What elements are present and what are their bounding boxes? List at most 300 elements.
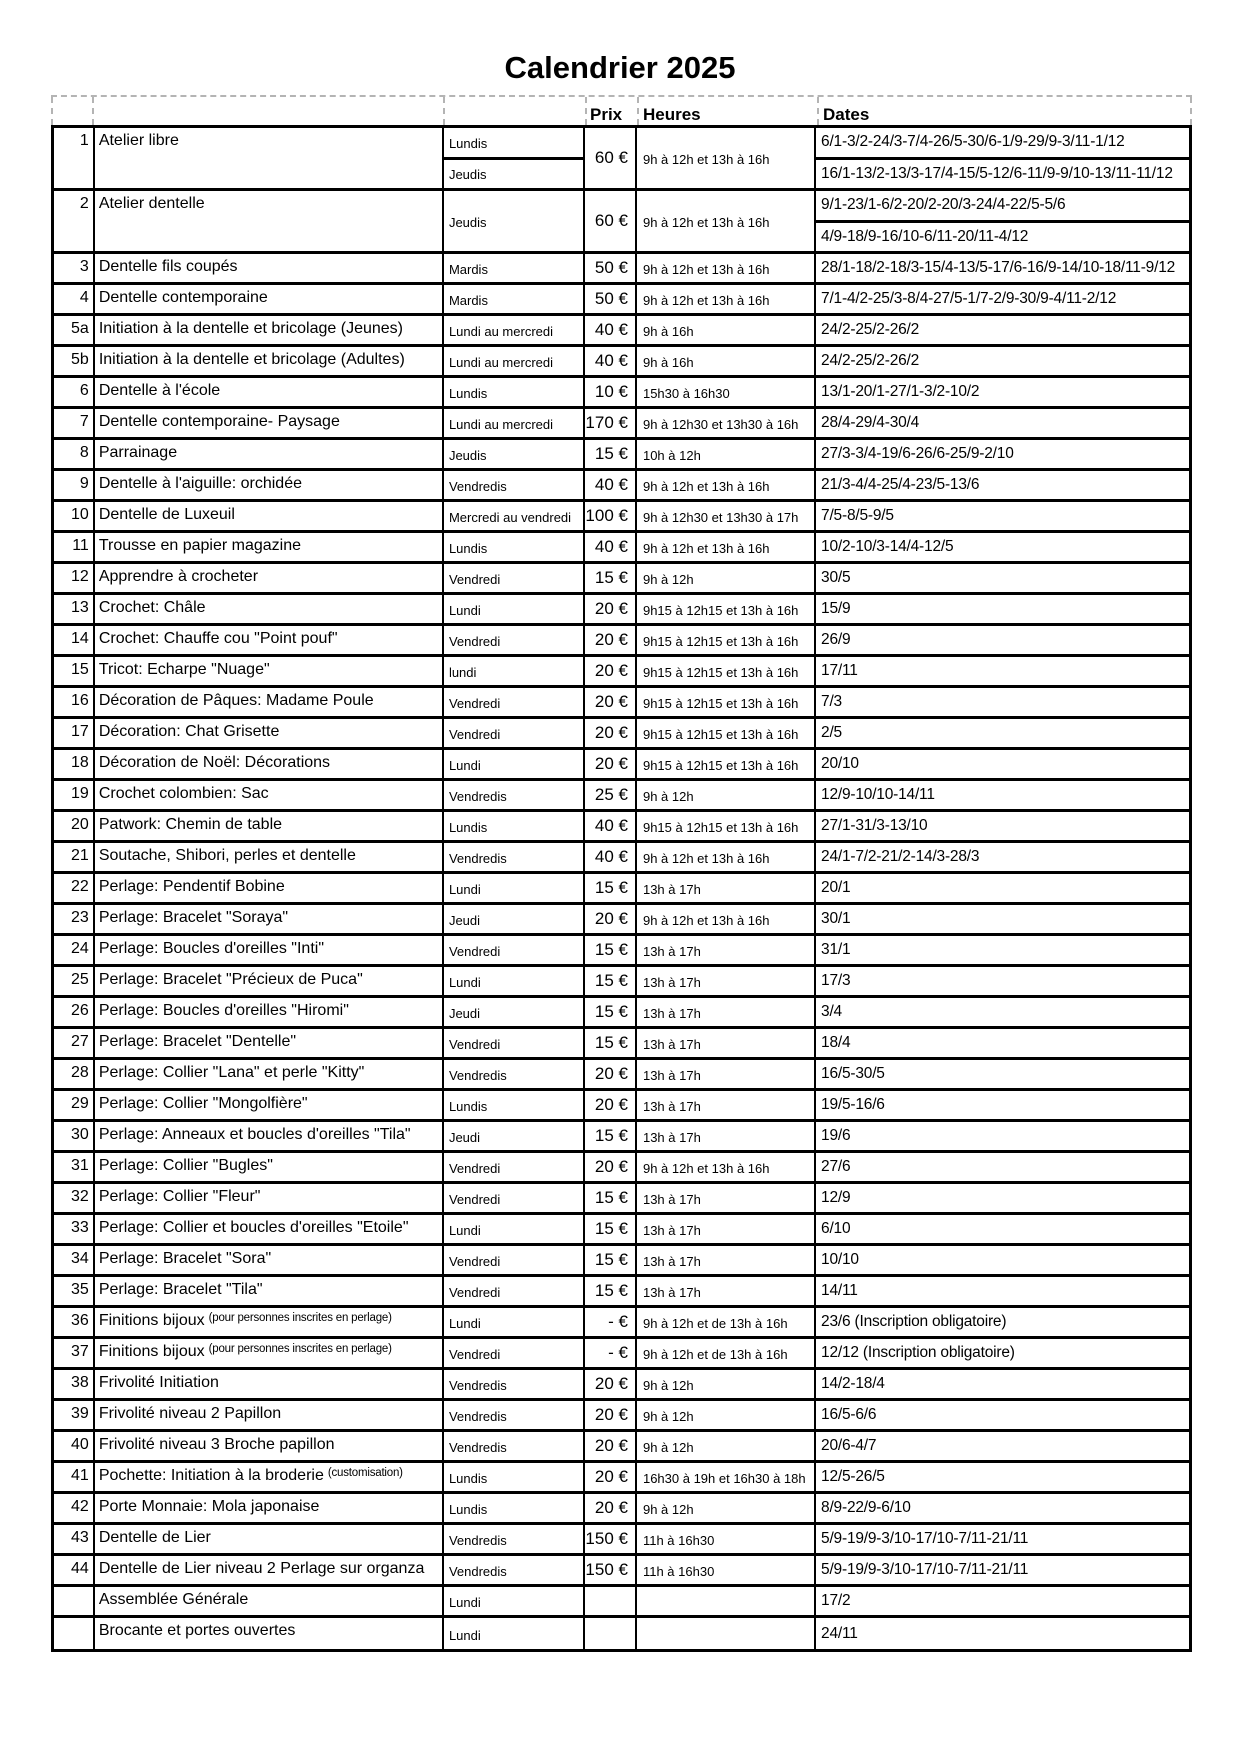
- table-row: [54, 409, 1189, 440]
- price-cell: 20 €: [585, 750, 637, 778]
- day-cell: Lundi au mercredi: [444, 409, 585, 437]
- activity-label: Initiation à la dentelle et bricolage (Adultes): [98, 351, 405, 368]
- table-header: [51, 95, 1192, 125]
- day-cell: Mercredi au vendredi: [444, 502, 585, 530]
- row-number-cell: 14: [54, 626, 95, 654]
- activity-label: Frivolité niveau 3 Broche papillon: [98, 1436, 335, 1453]
- day-cell: Vendredi: [444, 1339, 585, 1367]
- row-number-cell: 11: [54, 533, 95, 561]
- dates-cell: [816, 128, 1189, 188]
- dates-cell: 24/11: [821, 1624, 858, 1642]
- activity-label: Patwork: Chemin de table: [98, 816, 283, 833]
- table-row: [54, 1246, 1189, 1277]
- price-cell: 15 €: [585, 874, 637, 902]
- price-cell: 20 €: [585, 1091, 637, 1119]
- activity-cell: [95, 316, 444, 344]
- hours-cell: 13h à 17h: [637, 936, 816, 964]
- activity-cell: [95, 1246, 444, 1274]
- activity-label: Perlage: Bracelet "Soraya": [98, 909, 289, 926]
- table-row: [54, 998, 1189, 1029]
- price-cell: 170 €: [585, 409, 637, 437]
- header-grid-tick: [51, 97, 53, 125]
- day-cell: Lundis: [444, 1091, 585, 1119]
- price-cell: 25 €: [585, 781, 637, 809]
- price-cell: 40 €: [585, 533, 637, 561]
- table-row: [54, 1556, 1189, 1587]
- hours-cell: 13h à 17h: [637, 1277, 816, 1305]
- activity-label: Perlage: Bracelet "Tila": [98, 1281, 263, 1298]
- price-cell: 40 €: [585, 316, 637, 344]
- table-row: [54, 1029, 1189, 1060]
- day-cell: Vendredi: [444, 719, 585, 747]
- dates-cell: 17/3: [821, 972, 851, 989]
- activity-label: Dentelle de Lier: [98, 1529, 211, 1546]
- day-cell: Jeudi: [444, 905, 585, 933]
- price-cell: [585, 1587, 637, 1615]
- activity-cell: [95, 657, 444, 685]
- day-cell: Lundi: [444, 1587, 585, 1615]
- day-cell: Vendredis: [444, 471, 585, 499]
- row-number-cell: 22: [54, 874, 95, 902]
- day-cell: Mardis: [444, 285, 585, 313]
- dates-cell: 27/6: [821, 1158, 851, 1175]
- row-number-cell: 43: [54, 1525, 95, 1553]
- activity-cell: [95, 1308, 444, 1336]
- hours-cell: 9h à 12h: [637, 1432, 816, 1460]
- table-row: [54, 1525, 1189, 1556]
- header-grid-tick: [1190, 97, 1192, 125]
- price-cell: 20 €: [585, 1401, 637, 1429]
- row-number-cell: [54, 1618, 95, 1649]
- row-number-cell: 36: [54, 1308, 95, 1336]
- row-number-cell: 18: [54, 750, 95, 778]
- activity-label: Finitions bijoux: [98, 1343, 205, 1360]
- activity-cell: [95, 1525, 444, 1553]
- row-number-cell: 38: [54, 1370, 95, 1398]
- price-cell: 40 €: [585, 471, 637, 499]
- hours-cell: 13h à 17h: [637, 1215, 816, 1243]
- activity-cell: [95, 471, 444, 499]
- dates-cell: 12/9: [821, 1189, 851, 1206]
- activity-label: Dentelle contemporaine: [98, 289, 268, 306]
- table-row: [54, 936, 1189, 967]
- day-cell: Lundi: [444, 1618, 585, 1649]
- dates-cell: 28/4-29/4-30/4: [821, 414, 920, 431]
- activity-note: (pour personnes inscrites en perlage): [208, 1312, 392, 1324]
- dates-label: 6/1-3/2-24/3-7/4-26/5-30/6-1/9-29/9-3/11-1/12: [816, 128, 1189, 160]
- price-cell: 20 €: [585, 1432, 637, 1460]
- price-cell: 40 €: [585, 843, 637, 871]
- dates-cell: 17/11: [821, 662, 858, 679]
- price-cell: - €: [585, 1308, 637, 1336]
- calendar-table-body: [51, 125, 1192, 1652]
- table-row: [54, 719, 1189, 750]
- row-number-cell: 23: [54, 905, 95, 933]
- row-number-cell: 35: [54, 1277, 95, 1305]
- dates-cell: 6/10: [821, 1220, 851, 1237]
- table-row: [54, 905, 1189, 936]
- hours-cell: 16h30 à 19h et 16h30 à 18h: [637, 1463, 816, 1491]
- table-row: [54, 967, 1189, 998]
- activity-note: (customisation): [327, 1467, 403, 1479]
- dates-cell: 5/9-19/9-3/10-17/10-7/11-21/11: [821, 1561, 1029, 1578]
- table-row: [54, 1618, 1189, 1649]
- price-cell: 20 €: [585, 719, 637, 747]
- activity-label: Perlage: Bracelet "Dentelle": [98, 1033, 297, 1050]
- row-number-cell: 5b: [54, 347, 95, 375]
- day-cell: Lundi: [444, 967, 585, 995]
- activity-cell: [95, 1060, 444, 1088]
- dates-cell: 30/5: [821, 569, 851, 586]
- activity-label: Initiation à la dentelle et bricolage (Jeunes): [98, 320, 403, 337]
- hours-cell: 9h15 à 12h15 et 13h à 16h: [637, 657, 816, 685]
- activity-cell: [95, 128, 444, 188]
- column-header-heures: Heures: [643, 105, 701, 124]
- day-cell: Vendredi: [444, 626, 585, 654]
- table-row: [54, 440, 1189, 471]
- row-number-cell: 7: [54, 409, 95, 437]
- day-cell: Mardis: [444, 254, 585, 282]
- dates-cell: 14/2-18/4: [821, 1375, 885, 1392]
- dates-cell: [816, 191, 1189, 251]
- table-row: [54, 378, 1189, 409]
- header-grid-tick: [585, 97, 587, 125]
- dates-cell: 19/6: [821, 1127, 851, 1144]
- hours-cell: 13h à 17h: [637, 1060, 816, 1088]
- table-row: [54, 533, 1189, 564]
- activity-cell: [95, 440, 444, 468]
- row-number-cell: 40: [54, 1432, 95, 1460]
- price-cell: 15 €: [585, 1122, 637, 1150]
- activity-cell: [95, 285, 444, 313]
- day-cell: lundi: [444, 657, 585, 685]
- activity-label: Dentelle de Luxeuil: [98, 506, 235, 523]
- activity-cell: [95, 1215, 444, 1243]
- activity-cell: [95, 1153, 444, 1181]
- table-row: [54, 128, 1189, 191]
- activity-cell: [95, 378, 444, 406]
- price-cell: 20 €: [585, 1370, 637, 1398]
- price-cell: 15 €: [585, 440, 637, 468]
- price-cell: 15 €: [585, 1215, 637, 1243]
- hours-cell: 9h à 12h: [637, 1401, 816, 1429]
- header-grid-tick: [92, 97, 94, 125]
- day-cell: Jeudi: [444, 998, 585, 1026]
- row-number-cell: 24: [54, 936, 95, 964]
- activity-cell: [95, 564, 444, 592]
- price-cell: 60 €: [585, 191, 637, 251]
- table-row: [54, 254, 1189, 285]
- dates-cell: 5/9-19/9-3/10-17/10-7/11-21/11: [821, 1530, 1029, 1547]
- activity-cell: [95, 812, 444, 840]
- activity-label: Dentelle contemporaine- Paysage: [98, 413, 340, 430]
- activity-cell: [95, 502, 444, 530]
- dates-cell: 19/5-16/6: [821, 1096, 885, 1113]
- activity-label: Brocante et portes ouvertes: [98, 1622, 296, 1639]
- hours-cell: 13h à 17h: [637, 874, 816, 902]
- table-row: [54, 1153, 1189, 1184]
- activity-cell: [95, 1277, 444, 1305]
- dates-cell: 24/1-7/2-21/2-14/3-28/3: [821, 848, 980, 865]
- dates-cell: 7/5-8/5-9/5: [821, 507, 894, 524]
- row-number-cell: 26: [54, 998, 95, 1026]
- activity-label: Pochette: Initiation à la broderie: [98, 1467, 324, 1484]
- row-number-cell: 20: [54, 812, 95, 840]
- dates-cell: 30/1: [821, 910, 851, 927]
- dates-cell: 10/10: [821, 1251, 859, 1268]
- table-row: [54, 812, 1189, 843]
- day-cell: Lundi: [444, 595, 585, 623]
- dates-cell: 15/9: [821, 600, 851, 617]
- row-number-cell: 33: [54, 1215, 95, 1243]
- day-cell: Vendredi: [444, 688, 585, 716]
- day-cell: Lundi: [444, 1215, 585, 1243]
- hours-cell: [637, 1587, 816, 1615]
- activity-cell: [95, 595, 444, 623]
- dates-cell: 13/1-20/1-27/1-3/2-10/2: [821, 383, 980, 400]
- dates-cell: 24/2-25/2-26/2: [821, 321, 920, 338]
- price-cell: 10 €: [585, 378, 637, 406]
- dates-cell: 16/5-6/6: [821, 1406, 877, 1423]
- hours-cell: 13h à 17h: [637, 1091, 816, 1119]
- dates-cell: 18/4: [821, 1034, 851, 1051]
- activity-label: Perlage: Collier "Mongolfière": [98, 1095, 308, 1112]
- activity-label: Perlage: Collier "Fleur": [98, 1188, 261, 1205]
- table-row: [54, 843, 1189, 874]
- row-number-cell: 42: [54, 1494, 95, 1522]
- price-cell: 100 €: [585, 502, 637, 530]
- hours-cell: 9h à 12h et 13h à 16h: [637, 254, 816, 282]
- dates-cell: 14/11: [821, 1282, 858, 1299]
- activity-label: Crochet colombien: Sac: [98, 785, 269, 802]
- day-cell: Lundi: [444, 1308, 585, 1336]
- hours-cell: 9h à 12h30 et 13h30 à 16h: [637, 409, 816, 437]
- dates-label: 9/1-23/1-6/2-20/2-20/3-24/4-22/5-5/6: [816, 191, 1189, 223]
- dates-label: 16/1-13/2-13/3-17/4-15/5-12/6-11/9-9/10-13/11-11/12: [821, 164, 1173, 182]
- row-number-cell: 21: [54, 843, 95, 871]
- page-title: Calendrier 2025: [504, 50, 736, 85]
- row-number-cell: [54, 1587, 95, 1615]
- day-cell: Vendredis: [444, 781, 585, 809]
- activity-cell: [95, 626, 444, 654]
- hours-cell: 9h à 16h: [637, 347, 816, 375]
- row-number-cell: 19: [54, 781, 95, 809]
- day-cell: [444, 128, 585, 188]
- activity-label: Perlage: Collier "Bugles": [98, 1157, 273, 1174]
- table-row: [54, 1494, 1189, 1525]
- hours-cell: 9h15 à 12h15 et 13h à 16h: [637, 595, 816, 623]
- activity-cell: [95, 1556, 444, 1584]
- day-cell: Lundis: [444, 378, 585, 406]
- table-row: [54, 347, 1189, 378]
- dates-cell: 7/1-4/2-25/3-8/4-27/5-1/7-2/9-30/9-4/11-2/12: [821, 290, 1117, 307]
- activity-label: Porte Monnaie: Mola japonaise: [98, 1498, 320, 1515]
- table-row: [54, 316, 1189, 347]
- table-row: [54, 1308, 1189, 1339]
- price-cell: 20 €: [585, 595, 637, 623]
- dates-cell: 2/5: [821, 724, 842, 741]
- hours-cell: 13h à 17h: [637, 998, 816, 1026]
- activity-label: Soutache, Shibori, perles et dentelle: [98, 847, 356, 864]
- header-grid-tick: [637, 97, 639, 125]
- price-cell: 15 €: [585, 967, 637, 995]
- activity-cell: [95, 967, 444, 995]
- dates-cell: 24/2-25/2-26/2: [821, 352, 920, 369]
- dates-cell: 7/3: [821, 693, 842, 710]
- row-number-cell: 8: [54, 440, 95, 468]
- activity-label: Perlage: Bracelet "Précieux de Puca": [98, 971, 363, 988]
- activity-cell: [95, 1184, 444, 1212]
- day-cell: Vendredi: [444, 564, 585, 592]
- activity-label: Apprendre à crocheter: [98, 568, 259, 585]
- price-cell: 20 €: [585, 1494, 637, 1522]
- header-grid-tick: [443, 97, 445, 125]
- activity-label: Décoration de Pâques: Madame Poule: [98, 692, 374, 709]
- price-cell: 20 €: [585, 905, 637, 933]
- dates-cell: 20/6-4/7: [821, 1437, 877, 1454]
- day-cell: Lundi au mercredi: [444, 347, 585, 375]
- row-number-cell: 37: [54, 1339, 95, 1367]
- hours-cell: 9h à 12h: [637, 1370, 816, 1398]
- dates-cell: 20/1: [821, 879, 851, 896]
- hours-cell: 9h15 à 12h15 et 13h à 16h: [637, 688, 816, 716]
- day-cell: Lundi au mercredi: [444, 316, 585, 344]
- row-number-cell: 5a: [54, 316, 95, 344]
- price-cell: 15 €: [585, 1029, 637, 1057]
- row-number-cell: 13: [54, 595, 95, 623]
- activity-label: Finitions bijoux: [98, 1312, 205, 1329]
- day-cell: Vendredi: [444, 1029, 585, 1057]
- dates-cell: 27/1-31/3-13/10: [821, 817, 928, 834]
- dates-cell: 12/12 (Inscription obligatoire): [821, 1344, 1015, 1361]
- activity-label: Dentelle fils coupés: [98, 258, 238, 275]
- activity-label: Atelier dentelle: [98, 195, 205, 212]
- activity-cell: [95, 905, 444, 933]
- table-row: [54, 626, 1189, 657]
- activity-label: Tricot: Echarpe "Nuage": [98, 661, 270, 678]
- table-row: [54, 1215, 1189, 1246]
- row-number-cell: 44: [54, 1556, 95, 1584]
- price-cell: 15 €: [585, 1184, 637, 1212]
- hours-cell: 13h à 17h: [637, 1029, 816, 1057]
- activity-cell: [95, 1401, 444, 1429]
- activity-cell: [95, 998, 444, 1026]
- price-cell: 20 €: [585, 688, 637, 716]
- day-cell: Lundi: [444, 750, 585, 778]
- row-number-cell: 15: [54, 657, 95, 685]
- row-number-cell: 9: [54, 471, 95, 499]
- row-number-cell: 2: [54, 191, 95, 251]
- row-number-cell: 10: [54, 502, 95, 530]
- activity-label: Perlage: Pendentif Bobine: [98, 878, 285, 895]
- dates-cell: 28/1-18/2-18/3-15/4-13/5-17/6-16/9-14/10-18/11-9/12: [821, 259, 1176, 276]
- activity-label: Crochet: Chauffe cou "Point pouf": [98, 630, 338, 647]
- hours-cell: 9h15 à 12h15 et 13h à 16h: [637, 719, 816, 747]
- row-number-cell: 25: [54, 967, 95, 995]
- activity-cell: [95, 1618, 444, 1649]
- hours-cell: 13h à 17h: [637, 1122, 816, 1150]
- hours-cell: 11h à 16h30: [637, 1525, 816, 1553]
- activity-cell: [95, 1432, 444, 1460]
- hours-cell: 9h à 12h et 13h à 16h: [637, 1153, 816, 1181]
- day-cell: Vendredis: [444, 1432, 585, 1460]
- activity-cell: [95, 781, 444, 809]
- hours-cell: 9h à 12h et de 13h à 16h: [637, 1308, 816, 1336]
- day-label: Jeudis: [448, 167, 487, 183]
- hours-cell: 13h à 17h: [637, 1246, 816, 1274]
- hours-cell: 9h à 12h: [637, 781, 816, 809]
- row-number-cell: 3: [54, 254, 95, 282]
- table-row: [54, 1277, 1189, 1308]
- activity-note: (pour personnes inscrites en perlage): [208, 1343, 392, 1355]
- day-label: Lundis: [444, 128, 583, 160]
- table-row: [54, 750, 1189, 781]
- table-row: [54, 1184, 1189, 1215]
- dates-cell: 8/9-22/9-6/10: [821, 1499, 911, 1516]
- row-number-cell: 4: [54, 285, 95, 313]
- day-cell: Lundi: [444, 874, 585, 902]
- table-row: [54, 1401, 1189, 1432]
- activity-label: Crochet: Châle: [98, 599, 206, 616]
- activity-label: Décoration de Noël: Décorations: [98, 754, 331, 771]
- hours-cell: 9h à 12h: [637, 1494, 816, 1522]
- activity-cell: [95, 533, 444, 561]
- row-number-cell: 34: [54, 1246, 95, 1274]
- hours-cell: 9h à 12h et de 13h à 16h: [637, 1339, 816, 1367]
- hours-cell: 13h à 17h: [637, 967, 816, 995]
- activity-cell: [95, 1463, 444, 1491]
- row-number-cell: 6: [54, 378, 95, 406]
- day-cell: Vendredi: [444, 1153, 585, 1181]
- price-cell: 15 €: [585, 1246, 637, 1274]
- price-cell: 50 €: [585, 254, 637, 282]
- day-cell: Vendredis: [444, 1556, 585, 1584]
- day-cell: Lundis: [444, 1494, 585, 1522]
- price-cell: 50 €: [585, 285, 637, 313]
- price-cell: 15 €: [585, 998, 637, 1026]
- table-row: [54, 688, 1189, 719]
- hours-cell: 9h15 à 12h15 et 13h à 16h: [637, 750, 816, 778]
- hours-cell: 9h à 12h et 13h à 16h: [637, 843, 816, 871]
- row-number-cell: 28: [54, 1060, 95, 1088]
- activity-label: Atelier libre: [98, 132, 179, 149]
- activity-label: Perlage: Anneaux et boucles d'oreilles "Tila": [98, 1126, 411, 1143]
- price-cell: 150 €: [585, 1525, 637, 1553]
- hours-cell: 9h à 12h et 13h à 16h: [637, 905, 816, 933]
- price-cell: 20 €: [585, 626, 637, 654]
- day-cell: Lundis: [444, 812, 585, 840]
- hours-cell: 9h15 à 12h15 et 13h à 16h: [637, 812, 816, 840]
- price-cell: 15 €: [585, 564, 637, 592]
- row-number-cell: 31: [54, 1153, 95, 1181]
- table-row: [54, 874, 1189, 905]
- price-cell: - €: [585, 1339, 637, 1367]
- activity-cell: [95, 843, 444, 871]
- dates-label: 4/9-18/9-16/10-6/11-20/11-4/12: [821, 227, 1029, 245]
- header-grid-tick: [817, 97, 819, 125]
- hours-cell: 11h à 16h30: [637, 1556, 816, 1584]
- price-cell: 15 €: [585, 1277, 637, 1305]
- dates-cell: 26/9: [821, 631, 851, 648]
- hours-cell: 15h30 à 16h30: [637, 378, 816, 406]
- day-cell: Jeudis: [444, 191, 585, 251]
- day-cell: Vendredis: [444, 1060, 585, 1088]
- hours-cell: 9h à 12h et 13h à 16h: [637, 128, 816, 188]
- activity-label: Perlage: Collier et boucles d'oreilles "Etoile": [98, 1219, 409, 1236]
- activity-cell: [95, 1370, 444, 1398]
- price-cell: 20 €: [585, 1153, 637, 1181]
- hours-cell: 9h à 12h et 13h à 16h: [637, 191, 816, 251]
